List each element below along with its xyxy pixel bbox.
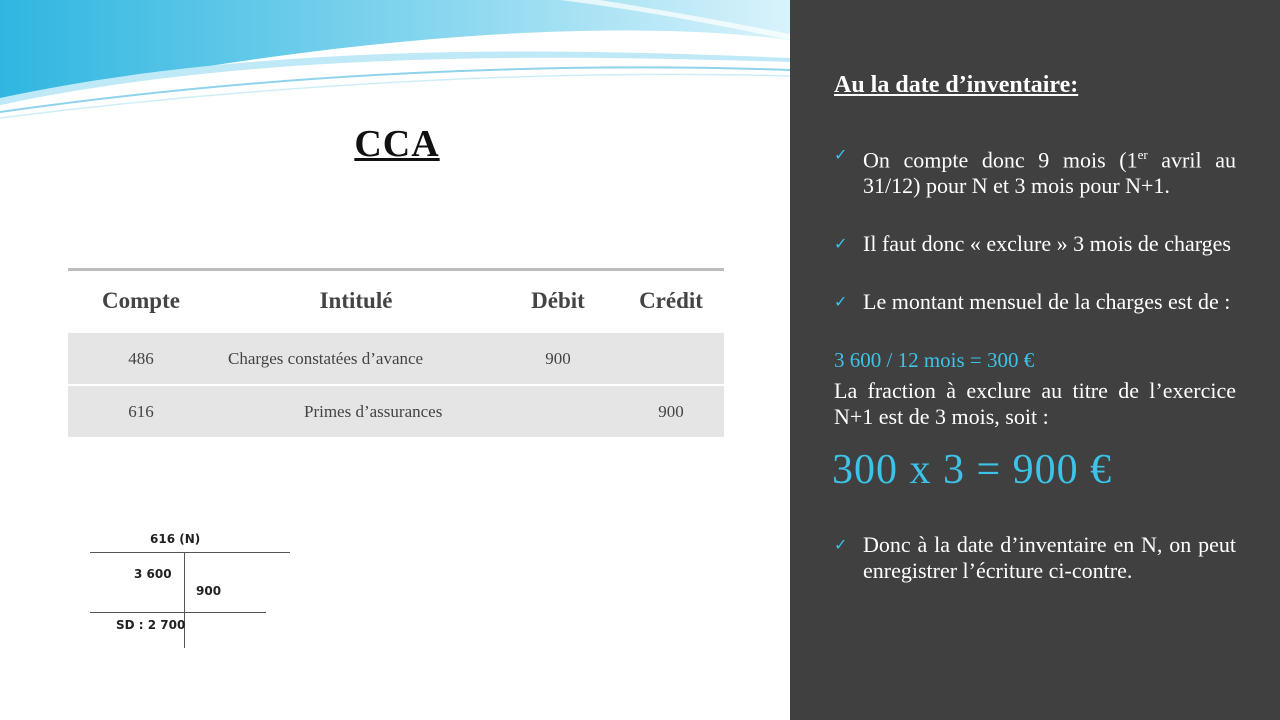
journal-entry-table (68, 268, 724, 437)
bullet-item (834, 142, 1236, 199)
t-account (88, 528, 298, 653)
explanation-paragraph: La fraction à exclure au titre de l’exercice N+1 est de 3 mois, soit : (834, 378, 1236, 429)
col-header-compte: Compte (68, 270, 214, 333)
cell-compte: 486 (68, 332, 214, 385)
bullet-superscript: er (1137, 147, 1148, 162)
bullet-item (834, 532, 1236, 584)
col-header-intitule: Intitulé (214, 270, 498, 333)
cell-credit: 900 (618, 385, 724, 437)
slide-title: CCA (354, 123, 440, 165)
checkmark-icon: ✓ (834, 292, 848, 311)
checkmark-icon: ✓ (834, 145, 848, 164)
bullet-text: avril au 31/12) pour N et 3 mois pour N+1. (863, 147, 1236, 199)
bullet-text: Le montant mensuel de la charges est de : (863, 289, 1231, 314)
right-panel (790, 0, 1280, 720)
table-row (68, 332, 724, 385)
bullet-text: On compte donc 9 mois (1 (863, 147, 1138, 173)
cell-debit (498, 385, 618, 437)
bullet-text: Il faut donc « exclure » 3 mois de charges (863, 231, 1231, 256)
t-account-top-line (90, 552, 290, 553)
table-row (68, 385, 724, 437)
checkmark-icon: ✓ (834, 234, 848, 253)
t-account-vertical-line (184, 553, 185, 648)
bullet-text: Donc à la date d’inventaire en N, on peut enregistrer l’écriture ci-contre. (863, 532, 1236, 583)
table-header-row (68, 270, 724, 333)
col-header-debit: Débit (498, 270, 618, 333)
t-account-balance: SD : 2 700 (116, 618, 186, 632)
cell-compte: 616 (68, 385, 214, 437)
decorative-waves (0, 0, 790, 130)
t-account-total-line (90, 612, 266, 613)
cell-credit (618, 332, 724, 385)
result-formula: 300 x 3 = 900 € (832, 447, 1113, 493)
monthly-formula: 3 600 / 12 mois = 300 € (834, 348, 1035, 372)
panel-heading: Au la date d’inventaire: (834, 72, 1079, 98)
bullet-item (834, 289, 1236, 315)
t-account-title: 616 (N) (150, 532, 201, 546)
t-account-credit: 900 (196, 584, 222, 598)
col-header-credit: Crédit (618, 270, 724, 333)
bullet-item (834, 231, 1236, 257)
cell-intitule: Charges constatées d’avance (214, 332, 498, 385)
cell-intitule: Primes d’assurances (214, 385, 498, 437)
checkmark-icon: ✓ (834, 535, 848, 554)
t-account-debit: 3 600 (134, 567, 172, 581)
cell-debit: 900 (498, 332, 618, 385)
